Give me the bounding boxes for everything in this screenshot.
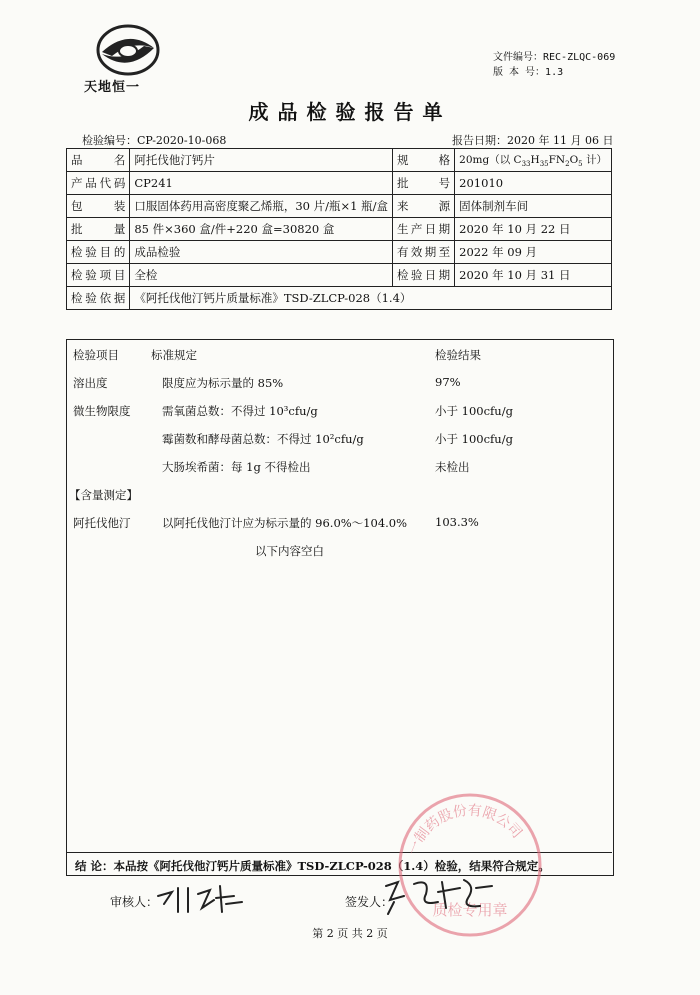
- test-date-label: 检验日期: [393, 264, 455, 287]
- svg-text:一制药股份有限公司: [405, 803, 525, 858]
- table-row: [67, 218, 612, 241]
- table-row: [67, 172, 612, 195]
- package: 口服固体药用高密度聚乙烯瓶，30 片/瓶×1 瓶/盒: [130, 195, 393, 218]
- product-info-table: [66, 148, 612, 310]
- items-label: 检验项目: [67, 264, 130, 287]
- page-title: 成品检验报告单: [248, 100, 452, 124]
- product-name-label: 品 名: [67, 149, 130, 172]
- signer-signature: [380, 872, 500, 918]
- assay-standard: 以阿托伐他汀计应为标示量的 96.0%～104.0%: [162, 516, 408, 530]
- spec-formula-part: 33: [521, 160, 531, 169]
- blank-note: 以下内容空白: [255, 544, 324, 558]
- micro-item: 微生物限度: [73, 404, 131, 418]
- batch-number: 201010: [455, 172, 612, 195]
- basis: 《阿托伐他汀钙片质量标准》TSD-ZLCP-028（1.4）: [130, 287, 612, 310]
- inspection-number: [82, 132, 226, 148]
- spec-prefix: 20mg（以 C: [459, 153, 522, 166]
- aerobic-standard: 需氧菌总数：不得过 10³cfu/g: [162, 404, 318, 418]
- report-date: [452, 132, 613, 148]
- logo-text: 天地恒一: [84, 80, 141, 95]
- assay-item: 阿托伐他汀: [73, 516, 131, 530]
- inspection-no-value: CP-2020-10-068: [137, 134, 227, 147]
- batch-size-label: 批 量: [67, 218, 130, 241]
- conclusion: 结 论：本品按《阿托伐他汀钙片质量标准》TSD-ZLCP-028（1.4）检验，结果符合规定。: [75, 859, 550, 873]
- aerobic-result: 小于 100cfu/g: [435, 404, 513, 418]
- col-result-header: 检验结果: [435, 348, 481, 362]
- page-number: 第 2 页 共 2 页: [312, 927, 388, 940]
- table-row: [67, 195, 612, 218]
- spec-formula-part: 5: [578, 160, 583, 169]
- dissolution-result: 97%: [435, 375, 461, 389]
- table-row: [67, 149, 612, 172]
- spec-formula-part: FN: [548, 153, 566, 166]
- table-row: [67, 264, 612, 287]
- spec-formula-part: 2: [565, 160, 570, 169]
- seal-label: 质检专用章: [432, 901, 508, 919]
- expiry-label: 有效期至: [393, 241, 455, 264]
- dissolution-standard: 限度应为标示量的 85%: [162, 376, 284, 390]
- spec-formula-part: 35: [539, 160, 549, 169]
- signer-label: 签发人：: [345, 895, 394, 909]
- table-row: [67, 241, 612, 264]
- mfg-date: 2020 年 10 月 22 日: [455, 218, 612, 241]
- test-date: 2020 年 10 月 31 日: [455, 264, 612, 287]
- mfg-date-label: 生产日期: [393, 218, 455, 241]
- table-row: [67, 287, 612, 310]
- spec: [455, 149, 612, 172]
- mold-standard: 霉菌数和酵母菌总数：不得过 10²cfu/g: [162, 432, 364, 446]
- report-date-label: 报告日期：: [452, 134, 507, 147]
- assay-result: 103.3%: [435, 515, 479, 529]
- doc-no: REC-ZLQC-069: [543, 52, 616, 63]
- document-meta: [493, 50, 615, 80]
- purpose: 成品检验: [130, 241, 393, 264]
- spec-formula-part: H: [530, 153, 540, 166]
- mold-result: 小于 100cfu/g: [435, 432, 513, 446]
- ecoli-result: 未检出: [435, 460, 470, 474]
- basis-label: 检验依据: [67, 287, 130, 310]
- seal-text: 一制药股份有限公司: [405, 802, 525, 858]
- reviewer-signature: [150, 878, 260, 918]
- spec-label: 规 格: [393, 149, 455, 172]
- reviewer-label: 审核人：: [110, 895, 159, 909]
- spec-formula-part: O: [569, 153, 579, 166]
- batch-label: 批 号: [393, 172, 455, 195]
- source: 固体制剂车间: [455, 195, 612, 218]
- version-label: 版 本 号：: [493, 67, 546, 78]
- purpose-label: 检验目的: [67, 241, 130, 264]
- source-label: 来 源: [393, 195, 455, 218]
- package-label: 包 装: [67, 195, 130, 218]
- product-code-label: 产品代码: [67, 172, 130, 195]
- dissolution-item: 溶出度: [73, 376, 108, 390]
- ecoli-standard: 大肠埃希菌：每 1g 不得检出: [162, 460, 311, 474]
- product-code: CP241: [130, 172, 393, 195]
- items: 全检: [130, 264, 393, 287]
- assay-section-heading: 【含量测定】: [69, 488, 138, 502]
- inspection-no-label: 检验编号：: [82, 134, 137, 147]
- col-standard-header: 标准规定: [151, 348, 197, 362]
- doc-no-label: 文件编号：: [493, 52, 543, 63]
- spec-suffix: 计）: [582, 153, 607, 166]
- expiry-date: 2022 年 09 月: [455, 241, 612, 264]
- batch-size: 85 件×360 盒/件+220 盒=30820 盒: [130, 218, 393, 241]
- product-name: 阿托伐他汀钙片: [130, 149, 393, 172]
- version: 1.3: [545, 67, 564, 78]
- report-date-value: 2020 年 11 月 06 日: [507, 134, 614, 147]
- col-item-header: 检验项目: [73, 348, 119, 362]
